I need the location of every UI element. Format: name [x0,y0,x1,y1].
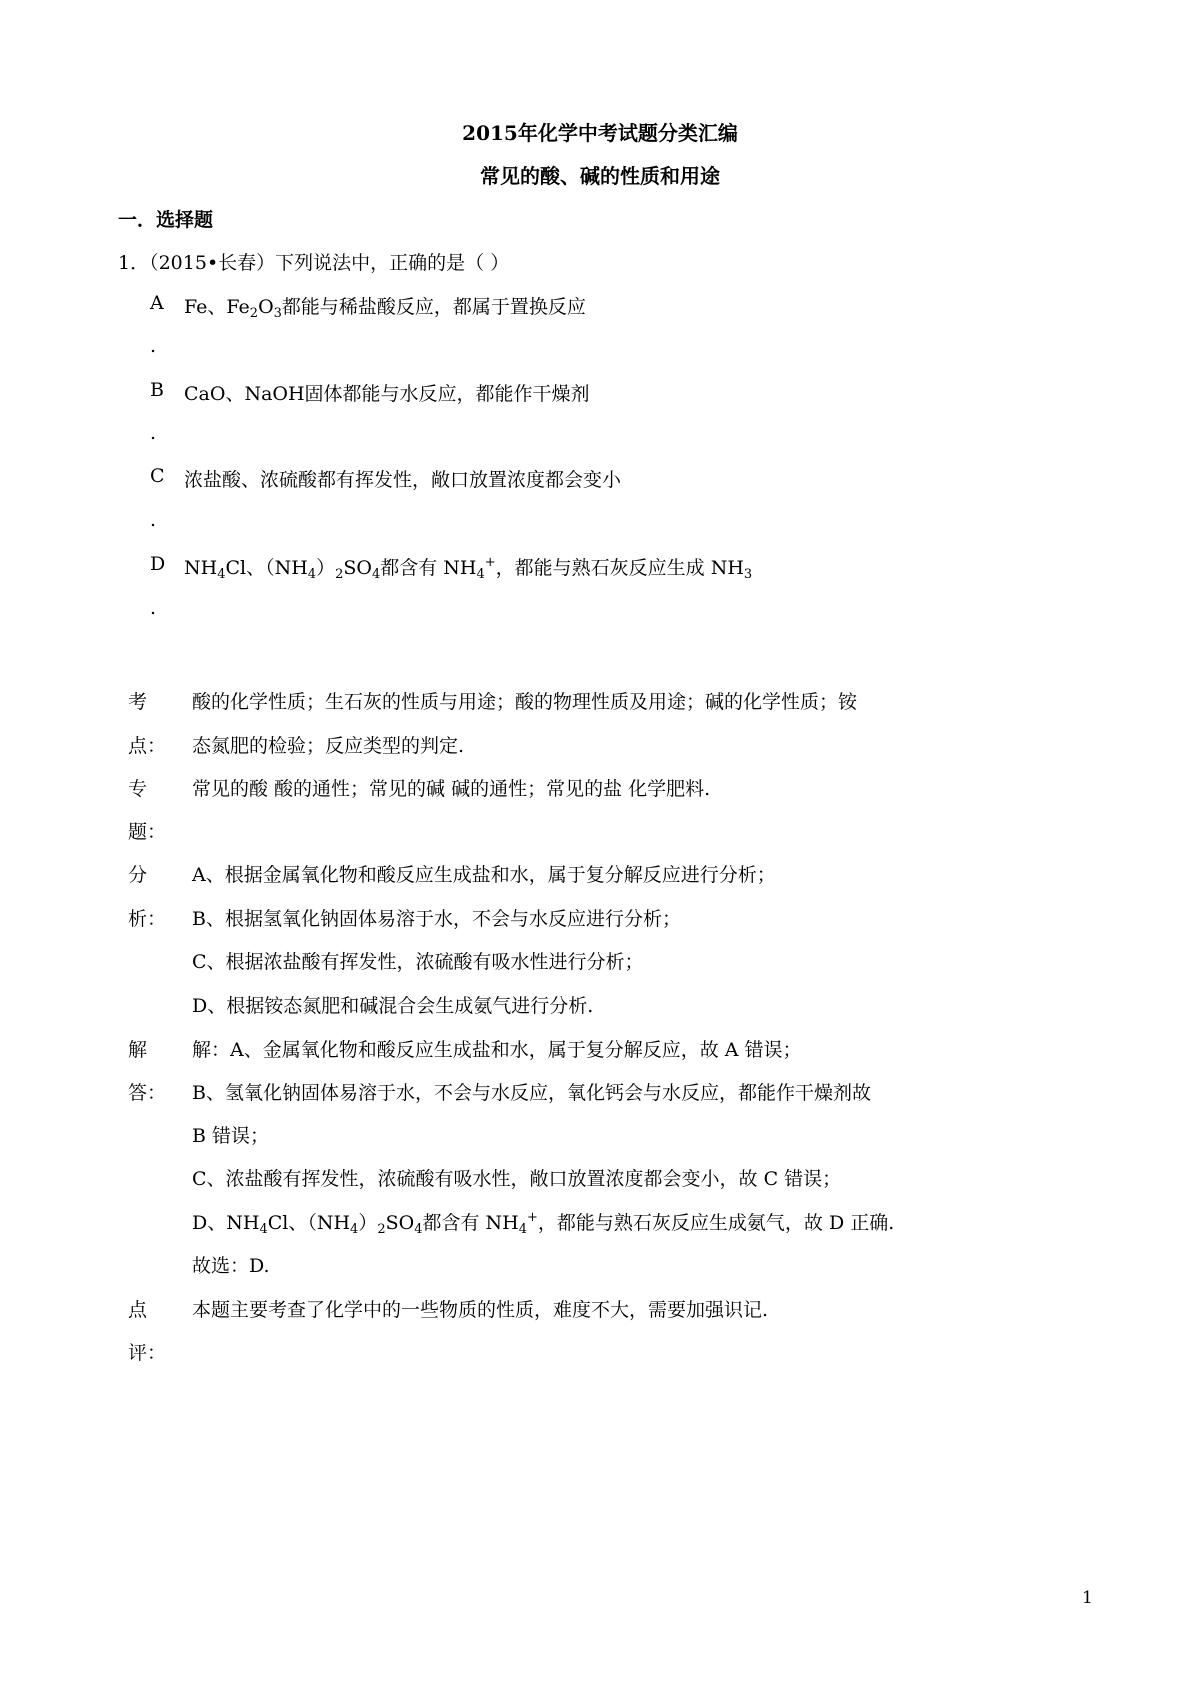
fenxi-line: C、根据浓盐酸有挥发性，浓硫酸有吸水性进行分析； [192,951,644,973]
label-kaodian-1: 考 [128,691,148,713]
option-dot: . [150,335,157,357]
page-title: 2015年化学中考试题分类汇编 [462,121,738,145]
label-zhuanti-2: 题： [128,821,167,843]
jieda-line: 解：A、金属氧化物和酸反应生成盐和水，属于复分解反应，故 A 错误； [192,1039,802,1061]
option-letter: A [150,292,164,314]
section-heading: 一．选择题 [118,209,214,231]
option-text: Fe、$Fe_2O_3$都能与稀盐酸反应，都属于置换反应 [184,296,586,321]
option-letter: D [150,553,166,575]
kaodian-text: 态氮肥的检验；反应类型的判定. [192,735,465,757]
jieda-line: B、氢氧化钠固体易溶于水，不会与水反应，氧化钙会与水反应，都能作干燥剂故 [192,1082,871,1104]
page-number: 1 [1082,1588,1093,1608]
jieda-line: 故选：D. [192,1255,270,1277]
label-jieda-2: 答： [128,1082,167,1104]
option-dot: . [150,597,157,619]
label-zhuanti-1: 专 [128,778,148,800]
label-dianping-2: 评： [128,1342,167,1364]
option-text: CaO、NaOH固体都能与水反应，都能作干燥剂 [184,383,590,405]
fenxi-line: D、根据铵态氮肥和碱混合会生成氨气进行分析. [192,995,594,1017]
option-dot: . [150,509,157,531]
page-subtitle: 常见的酸、碱的性质和用途 [480,164,720,188]
label-kaodian-2: 点： [128,735,167,757]
question-stem: 1．（2015•长春）下列说法中，正确的是（ ） [118,252,510,274]
label-dianping-1: 点 [128,1299,148,1321]
jieda-line: B 错误； [192,1125,270,1147]
option-text: $NH_4Cl$、$(NH_4)_2SO_4$都含有 $NH_4^+$，都能与熟石灰反应生成 $NH_3$ [184,555,753,582]
dianping-text: 本题主要考查了化学中的一些物质的性质，难度不大，需要加强识记. [192,1299,769,1321]
jieda-line: C、浓盐酸有挥发性，浓硫酸有吸水性，敞口放置浓度都会变小，故 C 错误； [192,1168,842,1190]
option-letter: B [150,379,164,401]
label-jieda-1: 解 [128,1039,148,1061]
option-text: 浓盐酸、浓硫酸都有挥发性，敞口放置浓度都会变小 [184,469,622,491]
label-fenxi-2: 析： [128,908,167,930]
zhuanti-text: 常见的酸 酸的通性；常见的碱 碱的通性；常见的盐 化学肥料. [192,778,711,800]
fenxi-line: B、根据氢氧化钠固体易溶于水，不会与水反应进行分析； [192,908,681,930]
option-letter: C [150,465,165,487]
fenxi-line: A、根据金属氧化物和酸反应生成盐和水，属于复分解反应进行分析； [192,864,776,886]
label-fenxi-1: 分 [128,864,148,886]
kaodian-text: 酸的化学性质；生石灰的性质与用途；酸的物理性质及用途；碱的化学性质；铵 [192,691,858,713]
jieda-line: D、$NH_4Cl$、$(NH_4)_2SO_4$都含有 $NH_4^+$，都能与熟石灰反应生成氨气，故 D 正确. [192,1210,895,1237]
option-dot: . [150,422,157,444]
